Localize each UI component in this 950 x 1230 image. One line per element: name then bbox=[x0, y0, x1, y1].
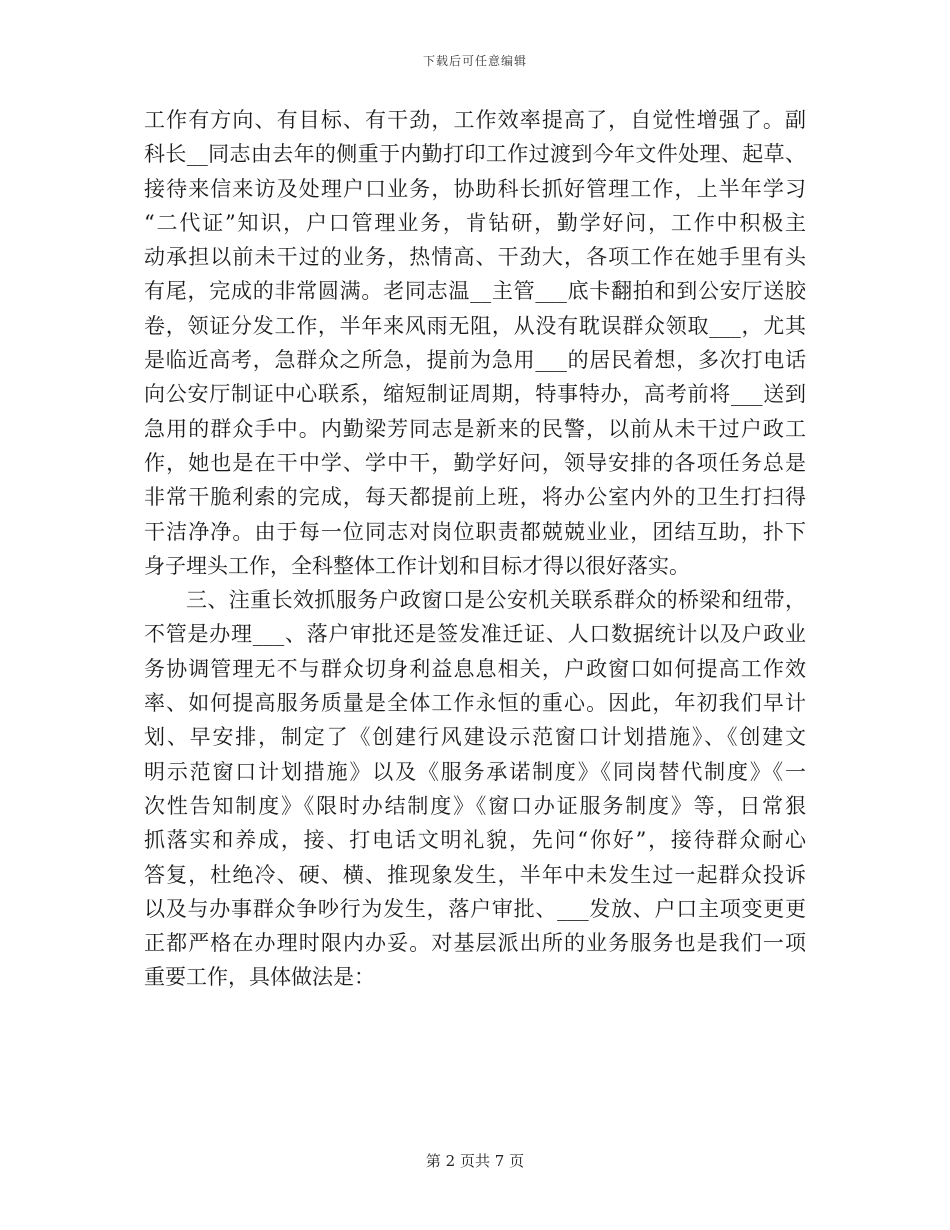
document-body bbox=[144, 103, 806, 995]
page-header: 下载后可任意编辑 bbox=[422, 54, 527, 68]
text-line: 动承担以前未干过的业务，热情高、干劲大，各项工作在她手里有头 bbox=[144, 245, 806, 270]
text-line: 务协调管理无不与群众切身利益息息相关，户政窗口如何提高工作效 bbox=[144, 656, 806, 681]
text-line: 抓落实和养成，接、打电话文明礼貌，先问“你好”，接待群众耐心 bbox=[144, 828, 806, 853]
text-line: 身子埋头工作，全科整体工作计划和目标才得以很好落实。 bbox=[144, 553, 690, 578]
section-heading-line: 三、注重长效抓服务户政窗口是公安机关联系群众的桥梁和纽带， bbox=[186, 588, 806, 613]
text-line: 作，她也是在干中学、学中干，勤学好问，领导安排的各项任务总是 bbox=[144, 450, 806, 475]
text-line: 正都严格在办理时限内办妥。对基层派出所的业务服务也是我们一项 bbox=[144, 931, 806, 956]
text-line: 工作有方向、有目标、有干劲，工作效率提高了，自觉性增强了。副 bbox=[144, 108, 806, 132]
text-line: 有尾，完成的非常圆满。老同志温__主管___底卡翻拍和到公安厅送胶 bbox=[144, 279, 806, 304]
text-line: 是临近高考，急群众之所急，提前为急用___的居民着想，多次打电话 bbox=[144, 348, 806, 373]
text-line: 重要工作，具体做法是： bbox=[144, 965, 375, 990]
text-line: 急用的群众手中。内勤梁芳同志是新来的民警，以前从未干过户政工 bbox=[144, 416, 806, 441]
text-line: 次性告知制度》《限时办结制度》《窗口办证服务制度》等，日常狠 bbox=[144, 793, 806, 818]
text-line: 明示范窗口计划措施》以及《服务承诺制度》《同岗替代制度》《一 bbox=[144, 759, 806, 784]
text-line: 干洁净净。由于每一位同志对岗位职责都兢兢业业，团结互助，扑下 bbox=[144, 519, 806, 544]
text-line: 接待来信来访及处理户口业务，协助科长抓好管理工作，上半年学习 bbox=[144, 176, 806, 201]
text-line: 答复，杜绝冷、硬、横、推现象发生，半年中未发生过一起群众投诉 bbox=[144, 862, 806, 887]
text-line: 划、早安排，制定了《创建行风建设示范窗口计划措施》、《创建文 bbox=[144, 725, 806, 750]
text-line: “二代证”知识，户口管理业务，肯钻研，勤学好问，工作中积极主 bbox=[144, 210, 806, 235]
text-line: 向公安厅制证中心联系，缩短制证周期，特事特办，高考前将___送到 bbox=[144, 382, 806, 407]
page-number: 第 2 页共 7 页 bbox=[425, 1152, 525, 1170]
text-line: 不管是办理___、落户审批还是签发准迁证、人口数据统计以及户政业 bbox=[144, 622, 806, 647]
text-line: 以及与办事群众争吵行为发生，落户审批、___发放、户口主项变更更 bbox=[144, 896, 806, 921]
text-line: 科长__同志由去年的侧重于内勤打印工作过渡到今年文件处理、起草、 bbox=[144, 142, 806, 167]
text-line: 率、如何提高服务质量是全体工作永恒的重心。因此，年初我们早计 bbox=[144, 691, 806, 716]
text-line: 卷，领证分发工作，半年来风雨无阻，从没有耽误群众领取___，尤其 bbox=[144, 313, 806, 338]
text-line: 非常干脆利索的完成，每天都提前上班，将办公室内外的卫生打扫得 bbox=[144, 485, 806, 510]
